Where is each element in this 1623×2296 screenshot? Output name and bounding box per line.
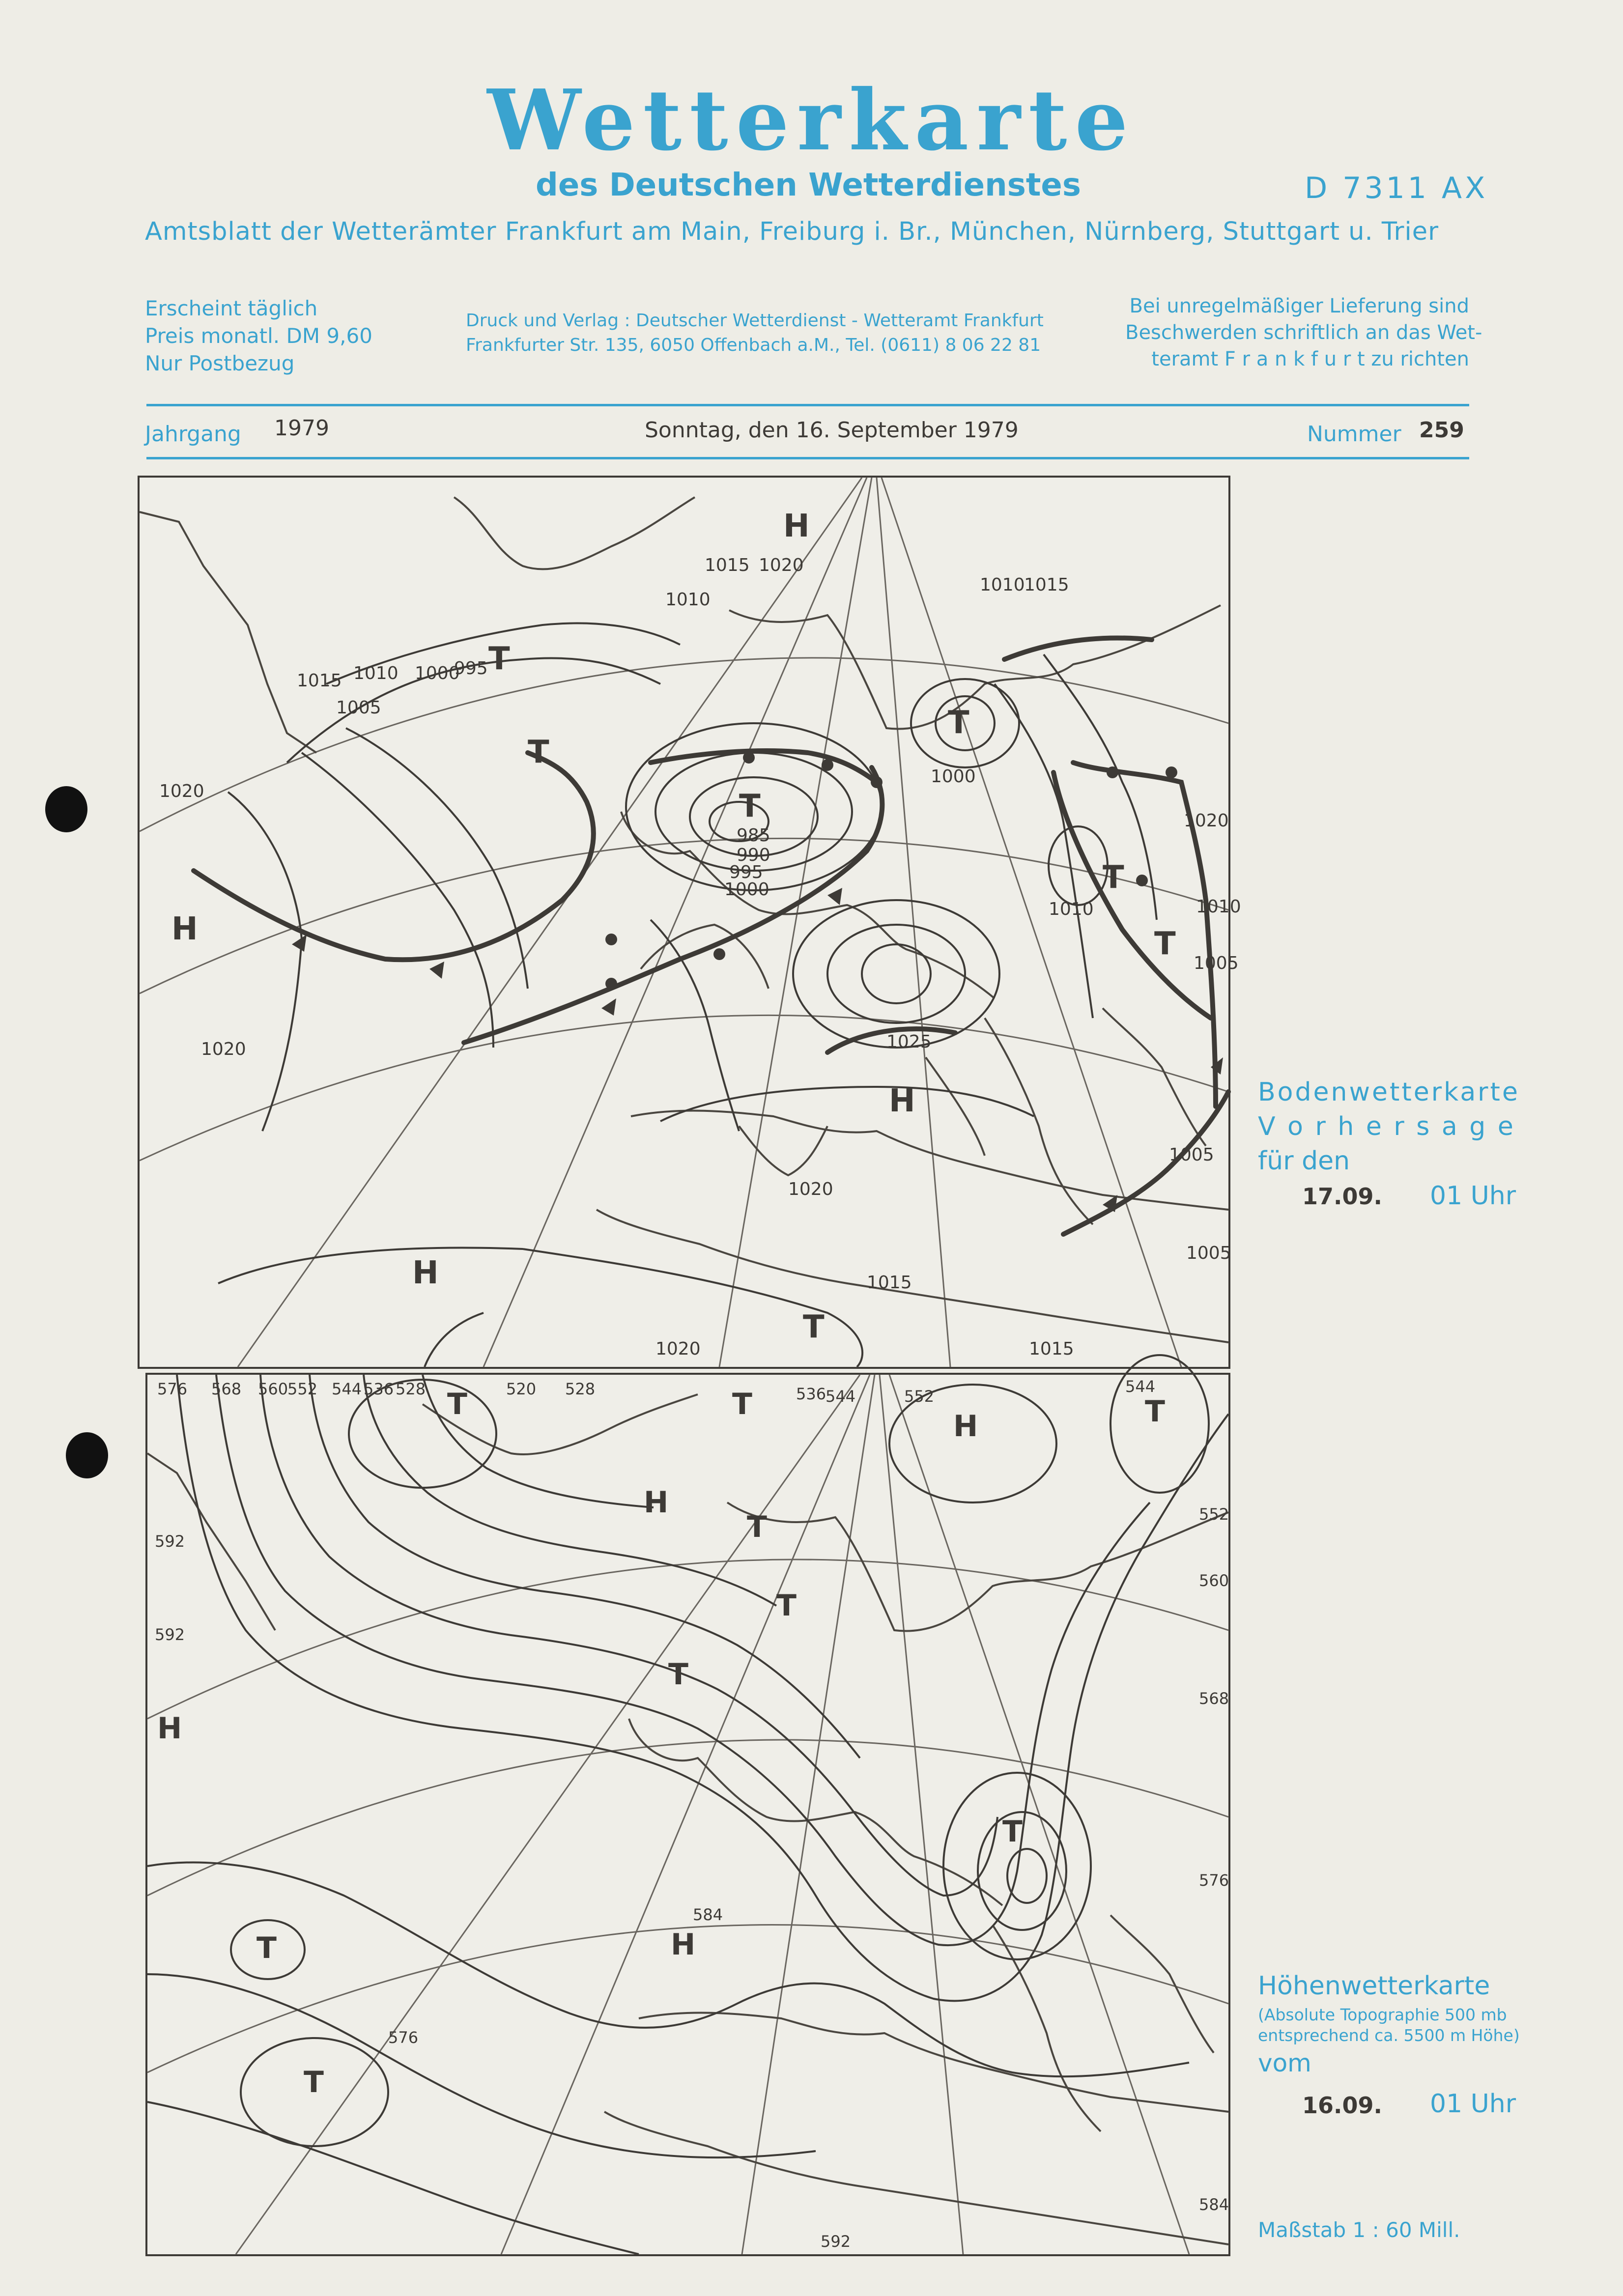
contour-label: 560 xyxy=(1199,1571,1229,1590)
nummer-value: 259 xyxy=(1419,418,1464,443)
upper-center-label: H xyxy=(671,1928,696,1962)
pressure-center-label: H xyxy=(171,911,198,947)
contour-label: 528 xyxy=(565,1380,596,1398)
isobar-label: 1010 xyxy=(665,590,711,610)
upper-map-drawing xyxy=(147,1375,1228,2254)
info-line: Druck und Verlag : Deutscher Wetterdienst - Wetteramt Frankfurt xyxy=(466,311,1044,331)
contour-label: 592 xyxy=(821,2232,851,2251)
publication-code: D 7311 AX xyxy=(1305,171,1488,205)
upper-center-label: T xyxy=(256,1931,277,1965)
pressure-center-label: T xyxy=(1154,926,1176,962)
isobar-label: 995 xyxy=(454,658,488,679)
isobar-label: 1020 xyxy=(655,1339,701,1359)
surface-map-time: 01 Uhr xyxy=(1430,1181,1516,1211)
contour-label: 552 xyxy=(904,1387,935,1406)
isobar-label: 1005 xyxy=(1194,953,1239,973)
upper-map-date: 16.09. xyxy=(1302,2092,1382,2119)
isobar-label: 1020 xyxy=(788,1179,833,1199)
isobar-label: 1015 xyxy=(705,555,750,575)
isobar-label: 1020 xyxy=(159,781,204,801)
punch-hole-top xyxy=(45,786,87,832)
isobar-label: 1010 xyxy=(1196,897,1241,917)
upper-center-label: T xyxy=(747,1510,767,1544)
punch-hole-bottom xyxy=(66,1432,108,1478)
upper-map-caption xyxy=(1258,2005,1520,2080)
isobar-label: 1005 xyxy=(1169,1145,1214,1165)
pressure-center-label: T xyxy=(528,734,549,770)
isobar-label: 1005 xyxy=(1186,1243,1231,1263)
masthead-title: Wetterkarte xyxy=(487,71,1136,170)
contour-label: 568 xyxy=(211,1380,242,1398)
jahrgang-value: 1979 xyxy=(274,416,329,441)
contour-label: 576 xyxy=(388,2028,419,2047)
isobar-label: 1000 xyxy=(724,879,769,900)
caption-line: für den xyxy=(1258,1146,1350,1176)
pressure-center-label: H xyxy=(889,1083,915,1119)
contour-label: 544 xyxy=(826,1387,856,1406)
upper-center-label: T xyxy=(447,1387,467,1421)
contour-label: 520 xyxy=(506,1380,537,1398)
contour-label: 592 xyxy=(155,1532,185,1551)
isobar-label: 1015 xyxy=(297,671,342,691)
info-line: Nur Postbezug xyxy=(145,351,295,375)
surface-weather-map xyxy=(138,476,1241,1369)
contour-label: 544 xyxy=(1125,1377,1156,1396)
isobar-label: 1010 xyxy=(353,663,399,683)
caption-line: Bodenwetterkarte xyxy=(1258,1077,1520,1107)
surface-map-drawing xyxy=(140,478,1241,1367)
isobar-label: 1010 xyxy=(1049,899,1094,919)
contour-label: 568 xyxy=(1199,1689,1229,1708)
complaints-info xyxy=(1125,293,1482,372)
isobar-label: 1010 xyxy=(980,575,1025,595)
pressure-center-label: T xyxy=(803,1309,825,1345)
subscription-info xyxy=(145,295,372,377)
pressure-center-label: T xyxy=(1103,859,1124,896)
info-line: Bei unregelmäßiger Lieferung sind xyxy=(1129,295,1469,317)
contour-label: 536 xyxy=(364,1380,394,1398)
isobar-label: 1000 xyxy=(415,663,460,683)
contour-label: 584 xyxy=(693,1905,723,1924)
upper-center-label: T xyxy=(776,1588,797,1623)
contour-label: 560 xyxy=(258,1380,288,1398)
isobar-label: 1000 xyxy=(931,766,976,787)
isobar-label: 1020 xyxy=(1184,811,1229,831)
header-rule-bottom xyxy=(146,457,1469,459)
caption-line: entsprechend ca. 5500 m Höhe) xyxy=(1258,2026,1520,2045)
contour-label: 576 xyxy=(1199,1871,1229,1890)
isobar-label: 990 xyxy=(737,845,770,865)
upper-map-time: 01 Uhr xyxy=(1430,2089,1516,2119)
header-rule-top xyxy=(146,404,1469,406)
upper-center-label: T xyxy=(668,1657,688,1692)
amtsblatt-line: Amtsblatt der Wetterämter Frankfurt am Main, Freiburg i. Br., München, Nürnberg, Stuttgart u. Trier xyxy=(145,217,1439,246)
map-scale: Maßstab 1 : 60 Mill. xyxy=(1258,2218,1460,2242)
info-line: Frankfurter Str. 135, 6050 Offenbach a.M., Tel. (0611) 8 06 22 81 xyxy=(466,335,1041,355)
upper-map-title: Höhenwetterkarte xyxy=(1258,1971,1490,2001)
caption-line: V o r h e r s a g e xyxy=(1258,1112,1515,1141)
info-line: Beschwerden schriftlich an das Wet- xyxy=(1125,321,1482,344)
isobar-label: 1015 xyxy=(1029,1339,1074,1359)
upper-center-label: H xyxy=(644,1485,669,1520)
pressure-center-label: T xyxy=(488,641,510,677)
upper-center-label: T xyxy=(1002,1814,1023,1849)
upper-center-label: H xyxy=(157,1711,182,1746)
issue-date: Sonntag, den 16. September 1979 xyxy=(645,418,1019,443)
contour-label: 528 xyxy=(396,1380,426,1398)
caption-line: vom xyxy=(1258,2049,1311,2077)
isobar-label: 1020 xyxy=(201,1039,246,1059)
caption-line: (Absolute Topographie 500 mb xyxy=(1258,2005,1507,2024)
contour-label: 544 xyxy=(332,1380,362,1398)
upper-center-label: H xyxy=(953,1409,978,1444)
surface-map-caption xyxy=(1258,1075,1520,1178)
upper-center-label: T xyxy=(732,1387,752,1421)
contour-label: 552 xyxy=(287,1380,318,1398)
contour-label: 552 xyxy=(1199,1505,1229,1524)
info-line: teramt F r a n k f u r t zu richten xyxy=(1151,348,1469,370)
jahrgang-label: Jahrgang xyxy=(145,422,241,447)
upper-center-label: T xyxy=(304,2065,324,2099)
info-line: Erscheint täglich xyxy=(145,296,318,320)
isobar-label: 1020 xyxy=(759,555,804,575)
masthead-subtitle: des Deutschen Wetterdienstes xyxy=(536,167,1081,203)
upper-center-label: T xyxy=(1145,1394,1165,1429)
isobar-label: 985 xyxy=(737,825,770,846)
isobar-label: 1015 xyxy=(867,1273,912,1293)
isobar-label: 1015 xyxy=(1024,575,1069,595)
publisher-info xyxy=(466,309,1044,358)
surface-map-date: 17.09. xyxy=(1302,1183,1382,1210)
isobar-label: 1025 xyxy=(886,1032,932,1052)
pressure-center-label: H xyxy=(783,508,810,544)
pressure-center-label: T xyxy=(739,788,761,824)
info-line: Preis monatl. DM 9,60 xyxy=(145,324,372,348)
nummer-label: Nummer xyxy=(1307,422,1401,447)
contour-label: 592 xyxy=(155,1625,185,1644)
contour-label: 584 xyxy=(1199,2195,1229,2214)
pressure-center-label: T xyxy=(948,705,969,741)
isobar-label: 995 xyxy=(729,862,763,882)
pressure-center-label: H xyxy=(412,1255,439,1291)
contour-label: 576 xyxy=(157,1380,188,1398)
upper-air-map xyxy=(145,1373,1230,2256)
isobar-label: 1005 xyxy=(336,698,381,718)
contour-label: 536 xyxy=(796,1385,826,1403)
